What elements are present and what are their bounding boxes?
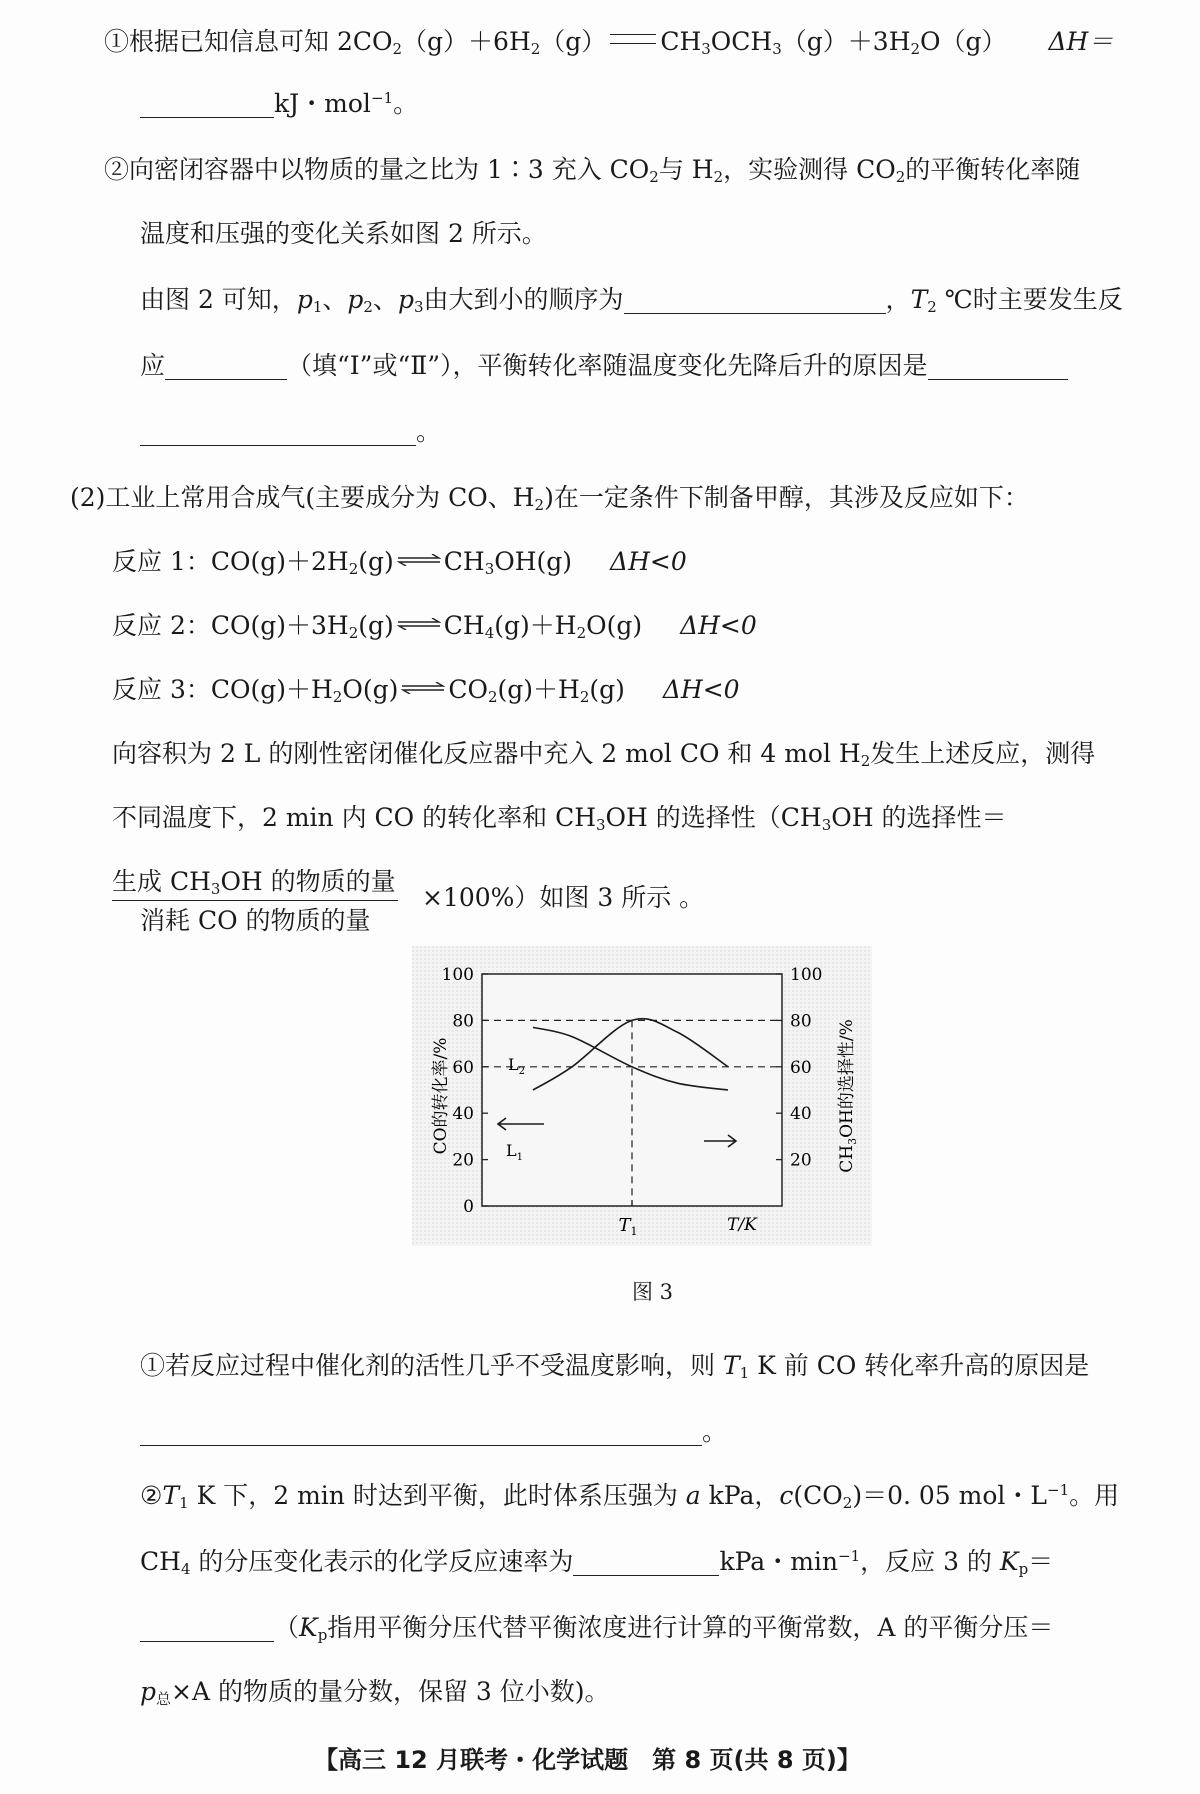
- q1-item2-line5: [140, 412, 441, 448]
- r2-e: O(g): [586, 611, 643, 640]
- answer-blank-rate[interactable]: [573, 1547, 719, 1576]
- answer-blank-reason-b[interactable]: [140, 417, 416, 446]
- page-footer: 【高三 12 月联考・化学试题 第 8 页(共 8 页)】: [314, 1746, 861, 1774]
- fraction-denominator: 消耗 CO 的物质的量: [140, 906, 371, 935]
- y-axis-label: CO的转化率/%: [431, 1037, 451, 1155]
- q1-item2-line3: 由图 2 可知，$p_1$、$p_2$、$p_3$由大到小的顺序为 ，$T_2$ ℃时主要发生反: [140, 285, 1123, 316]
- answer-blank-co-conversion[interactable]: [140, 1417, 702, 1446]
- y2-tick-label: 80: [790, 1011, 812, 1032]
- r2-a: 反应 2：CO(g)＋3H: [112, 611, 349, 640]
- r1-a: 反应 1：CO(g)＋2H: [112, 547, 349, 576]
- y-tick-label: 100: [441, 965, 474, 985]
- r2-c: CH: [443, 611, 485, 640]
- y2-tick-label: 20: [790, 1150, 812, 1171]
- frac-num-a: 生成 CH: [112, 867, 211, 896]
- q1-item2-line4-a: 应: [140, 351, 166, 380]
- q2-sub2-line1: $②T_1$ K 下，2 min 时达到平衡，此时体系压强为 a kPa，$c(CO_2)=0$. 05 mol・$L^{-1}$。用: [140, 1481, 1120, 1512]
- q1-item1-text3: （g）: [540, 27, 607, 56]
- reaction-3: 反应 3：$CO(g)+H_2O(g)$ $CO_2(g)+H_2(g)$ ΔH<0: [112, 675, 740, 706]
- figure-3-chart: [412, 946, 872, 1246]
- q1-item2-b: 与 H: [658, 155, 714, 184]
- answer-blank-pressure-order[interactable]: [624, 285, 886, 314]
- sub2-l4-a: ×A 的物质的量分数，保留 3 位小数)。: [171, 1677, 610, 1706]
- r2-dh: ΔH<0: [680, 611, 757, 640]
- q1-item1-prod3: （g）＋3H: [781, 27, 911, 56]
- r3-c: CO: [448, 675, 488, 704]
- q2-intro-a: (2)工业上常用合成气(主要成分为 CO、H: [70, 483, 535, 512]
- q2-p1-b: 发生上述反应，测得: [870, 739, 1096, 768]
- sub2-b: kPa，: [700, 1481, 780, 1510]
- r3-dh: ΔH<0: [662, 675, 740, 704]
- sub2-l2-a: CH: [140, 1547, 181, 1576]
- q2-p2-a: 不同温度下，2 min 内 CO 的转化率和 CH: [112, 803, 596, 832]
- equilibrium-arrow-icon: [397, 618, 441, 630]
- q2-p2-c: OH 的选择性＝: [831, 803, 1007, 832]
- r1-d: OH(g): [494, 547, 573, 576]
- sub2-l2-d: ，反应 3 的: [860, 1547, 1000, 1576]
- q1-item2-end: 。: [416, 417, 442, 446]
- reaction-1: 反应 1：$CO(g)+2H_2(g)$ $CH_3OH(g)$ ΔH<0: [112, 547, 687, 578]
- y-tick-label: 0: [463, 1197, 474, 1217]
- q1-item2-c: ，实验测得 CO: [723, 155, 896, 184]
- q1-item2-line3-b: 由大到小的顺序为: [423, 285, 624, 314]
- y-tick-label: 40: [452, 1104, 474, 1125]
- y-tick-label: 20: [452, 1150, 474, 1171]
- sub2-d: )＝0. 05 mol・L: [852, 1481, 1048, 1510]
- series-label-L1: $L_1$: [506, 1141, 523, 1163]
- q2-sub1-line1: ①若反应过程中催化剂的活性几乎不受温度影响，则 $T_1$ K 前 CO 转化率升高的原因是: [140, 1351, 1090, 1382]
- equals-sign-icon: [610, 34, 656, 44]
- q1-item2-line3-d: ℃时主要发生反: [944, 285, 1123, 314]
- sub2-a: K 下，2 min 时达到平衡，此时体系压强为: [188, 1481, 686, 1510]
- q1-item1-answer-line: [140, 84, 418, 120]
- r1-c: CH: [443, 547, 485, 576]
- answer-blank-reason-a[interactable]: [928, 351, 1068, 380]
- q1-item1-text: ①根据已知信息可知 2CO: [104, 27, 393, 56]
- q2-sub1-line2: [140, 1412, 727, 1448]
- y2-axis-label: $CH_3OH$的选择性/%: [837, 1019, 859, 1173]
- q1-item2-a: ②向密闭容器中以物质的量之比为 1∶3 充入 CO: [104, 155, 650, 184]
- sub2-l3-b: 指用平衡分压代替平衡浓度进行计算的平衡常数，A 的平衡分压＝: [327, 1613, 1054, 1642]
- reaction-2: 反应 2：$CO(g)+3H_2(g)$ $CH_4(g)+H_2O(g)$ ΔH<0: [112, 611, 757, 642]
- q1-item2-line3-c: ，: [885, 285, 911, 314]
- y-tick-label: 60: [452, 1057, 474, 1078]
- q1-item2-d: 的平衡转化率随: [905, 155, 1081, 184]
- q1-end: 。: [393, 89, 419, 118]
- equilibrium-arrow-icon: [397, 554, 441, 566]
- q1-item2-line2: 温度和压强的变化关系如图 2 所示。: [140, 219, 547, 248]
- q1-unit-sup: −1: [370, 89, 394, 107]
- q2-sub2-line2: $CH_4$ 的分压变化表示的化学反应速率为 kPa・$\min^{-1}$，反应 3 的 $K_p=$: [140, 1547, 1054, 1578]
- fraction-after-text: ×100%）如图 3 所示 。: [422, 883, 705, 912]
- q1-item1-dh: ΔH＝: [1048, 27, 1114, 56]
- equilibrium-arrow-icon: [401, 682, 445, 694]
- sub2-l2-b: 的分压变化表示的化学反应速率为: [190, 1547, 574, 1576]
- q1-item2-line4-b: （填“Ⅰ”或“Ⅱ”），平衡转化率随温度变化先降后升的原因是: [287, 351, 928, 380]
- q1-item1-prod2: OCH: [710, 27, 773, 56]
- y2-tick-label: 40: [790, 1104, 812, 1125]
- q2-intro-b: )在一定条件下制备甲醇，其涉及反应如下：: [544, 483, 1029, 512]
- r1-b: (g): [358, 547, 394, 576]
- q1-item2-line3-a: 由图 2 可知，: [140, 285, 297, 314]
- y-tick-label: 80: [452, 1011, 474, 1032]
- r3-a: 反应 3：CO(g)＋H: [112, 675, 333, 704]
- y2-tick-label: 100: [790, 965, 823, 985]
- q2-p2-b: OH 的选择性（CH: [605, 803, 822, 832]
- r2-b: (g): [358, 611, 394, 640]
- sub2-c: (CO: [793, 1481, 843, 1510]
- answer-blank-dh[interactable]: [140, 89, 274, 118]
- q1-item1-line: ①根据已知信息可知 $2CO_2(g)+6H_2(g)$ $CH_3OCH_3(g)+3H_2O(g)$ ΔH＝: [104, 27, 1114, 58]
- selectivity-fraction: [112, 862, 398, 937]
- r3-e: (g): [589, 675, 625, 704]
- figure-caption: 图 3: [632, 1280, 674, 1304]
- r2-d: (g)＋H: [494, 611, 577, 640]
- x-tick-t1: $T_1$: [618, 1215, 638, 1238]
- y2-tick-label: 60: [790, 1057, 812, 1078]
- frac-num-b: OH 的物质的量: [220, 867, 396, 896]
- answer-blank-reaction[interactable]: [165, 351, 287, 380]
- q2-intro: (2)工业上常用合成气(主要成分为 CO、$H_2$)在一定条件下制备甲醇，其涉及反应如下：: [70, 483, 1029, 514]
- x-axis-label: T/K: [727, 1215, 757, 1235]
- q1-item1-prod: CH: [660, 27, 702, 56]
- r3-b: O(g): [342, 675, 399, 704]
- q1-item1-prod4: O（g）: [920, 27, 1007, 56]
- sub2-l3-a: （: [274, 1613, 300, 1642]
- sub2-l2-c: kPa・min: [719, 1547, 838, 1576]
- q2-paragraph-line2: 不同温度下，2 min 内 CO 的转化率和 $CH_3OH$ 的选择性（$CH_3OH$ 的选择性＝: [112, 803, 1007, 834]
- r3-d: (g)＋H: [497, 675, 580, 704]
- q1-unit: kJ・mol: [274, 89, 371, 118]
- r1-dh: ΔH<0: [610, 547, 687, 576]
- q2-sub2-line3: （$K_p$指用平衡分压代替平衡浓度进行计算的平衡常数，A 的平衡分压＝: [140, 1608, 1053, 1644]
- series-label-L2: $L_2$: [508, 1055, 525, 1077]
- sub1-a: ①若反应过程中催化剂的活性几乎不受温度影响，则: [140, 1351, 723, 1380]
- q2-p1-a: 向容积为 2 L 的刚性密闭催化反应器中充入 2 mol CO 和 4 mol H: [112, 739, 861, 768]
- q1-item2-line4: [140, 346, 1068, 382]
- sub2-e: 。用: [1069, 1481, 1120, 1510]
- answer-blank-kp[interactable]: [140, 1613, 274, 1642]
- q1-item1-text2: （g）＋6H: [402, 27, 531, 56]
- q2-sub2-line4: $p_总\times A$ 的物质的量分数，保留 3 位小数)。: [140, 1677, 610, 1708]
- q1-item2-line1: ②向密闭容器中以物质的量之比为 1∶3 充入 $CO_2$与 $H_2$，实验测得 $CO_2$的平衡转化率随: [104, 155, 1081, 186]
- sub1-end: 。: [702, 1417, 728, 1446]
- sub1-b: K 前 CO 转化率升高的原因是: [749, 1351, 1090, 1380]
- q2-paragraph-line1: 向容积为 2 L 的刚性密闭催化反应器中充入 2 mol CO 和 4 mol $H_2$发生上述反应，测得: [112, 739, 1096, 770]
- fraction-numerator: 生成 $CH_3OH$ 的物质的量: [112, 862, 398, 901]
